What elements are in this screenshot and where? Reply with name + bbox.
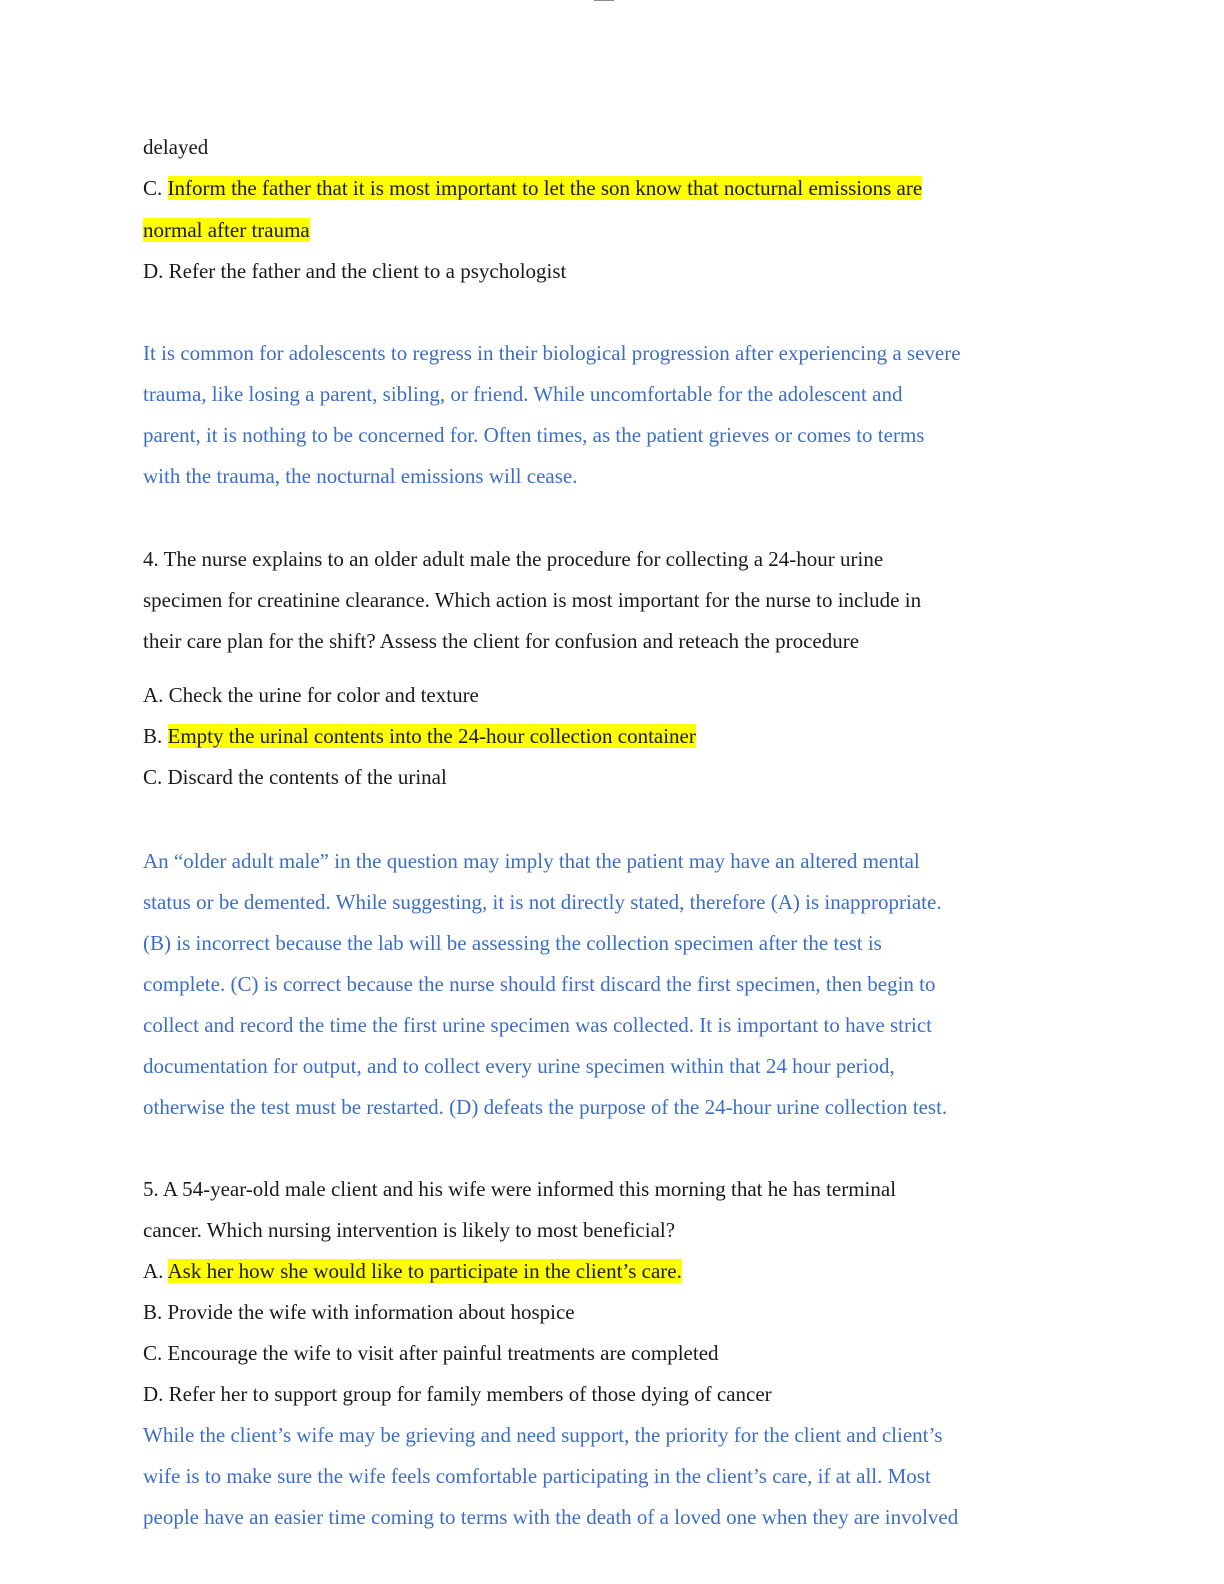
rationale-line: status or be demented. While suggesting, it is not directly stated, therefore (A) is inappropriate.	[143, 890, 942, 914]
rationale-line: trauma, like losing a parent, sibling, or friend. While uncomfortable for the adolescent and	[143, 382, 903, 406]
option-a	[143, 1258, 682, 1284]
option-c: C. Encourage the wife to visit after painful treatments are completed	[143, 1341, 719, 1365]
question-stem-line: cancer. Which nursing intervention is likely to most beneficial?	[143, 1218, 676, 1242]
rationale-line: wife is to make sure the wife feels comfortable participating in the client’s care, if at all. Most	[143, 1464, 931, 1488]
option-b	[143, 723, 696, 749]
question-stem-line: 4. The nurse explains to an older adult male the procedure for collecting a 24-hour urine	[143, 547, 884, 571]
rationale-line: documentation for output, and to collect every urine specimen within that 24 hour period,	[143, 1054, 895, 1078]
rationale-line: otherwise the test must be restarted. (D) defeats the purpose of the 24-hour urine collection test.	[143, 1095, 948, 1119]
rationale-line: people have an easier time coming to terms with the death of a loved one when they are involved	[143, 1505, 959, 1529]
rationale-line: with the trauma, the nocturnal emissions will cease.	[143, 464, 578, 488]
highlighted-answer: normal after trauma	[143, 218, 310, 242]
option-b-prefix: B.	[143, 724, 168, 748]
question-stem-line: specimen for creatinine clearance. Which action is most important for the nurse to include in	[143, 588, 922, 612]
rationale-line: (B) is incorrect because the lab will be assessing the collection specimen after the test is	[143, 931, 882, 955]
rationale-line: While the client’s wife may be grieving and need support, the priority for the client and client’s	[143, 1423, 943, 1447]
option-c-prefix: C.	[143, 176, 168, 200]
rationale-line: complete. (C) is correct because the nurse should first discard the first specimen, then begin to	[143, 972, 936, 996]
highlighted-answer: Inform the father that it is most important to let the son know that nocturnal emissions are	[167, 176, 923, 200]
rationale-line: parent, it is nothing to be concerned for. Often times, as the patient grieves or comes to terms	[143, 423, 925, 447]
question-stem-line: their care plan for the shift? Assess the client for confusion and reteach the procedure	[143, 629, 860, 653]
option-d: D. Refer her to support group for family members of those dying of cancer	[143, 1382, 772, 1406]
question-stem-line: 5. A 54-year-old male client and his wife were informed this morning that he has terminal	[143, 1177, 897, 1201]
option-b: B. Provide the wife with information about hospice	[143, 1300, 575, 1324]
option-c-line1	[143, 175, 922, 201]
highlighted-answer: Empty the urinal contents into the 24-hour collection container	[167, 724, 696, 748]
option-b-tail: delayed	[143, 135, 209, 159]
option-a-prefix: A.	[143, 1259, 168, 1283]
header-mark	[594, 0, 614, 4]
option-d: D. Refer the father and the client to a psychologist	[143, 259, 567, 283]
option-c: C. Discard the contents of the urinal	[143, 765, 447, 789]
highlighted-answer: Ask her how she would like to participate in the client’s care.	[167, 1259, 682, 1283]
rationale-line: It is common for adolescents to regress in their biological progression after experiencing a severe	[143, 341, 961, 365]
option-a: A. Check the urine for color and texture	[143, 683, 479, 707]
rationale-line: An “older adult male” in the question may imply that the patient may have an altered mental	[143, 849, 920, 873]
rationale-line: collect and record the time the first urine specimen was collected. It is important to have strict	[143, 1013, 932, 1037]
option-c-line2	[143, 217, 310, 243]
